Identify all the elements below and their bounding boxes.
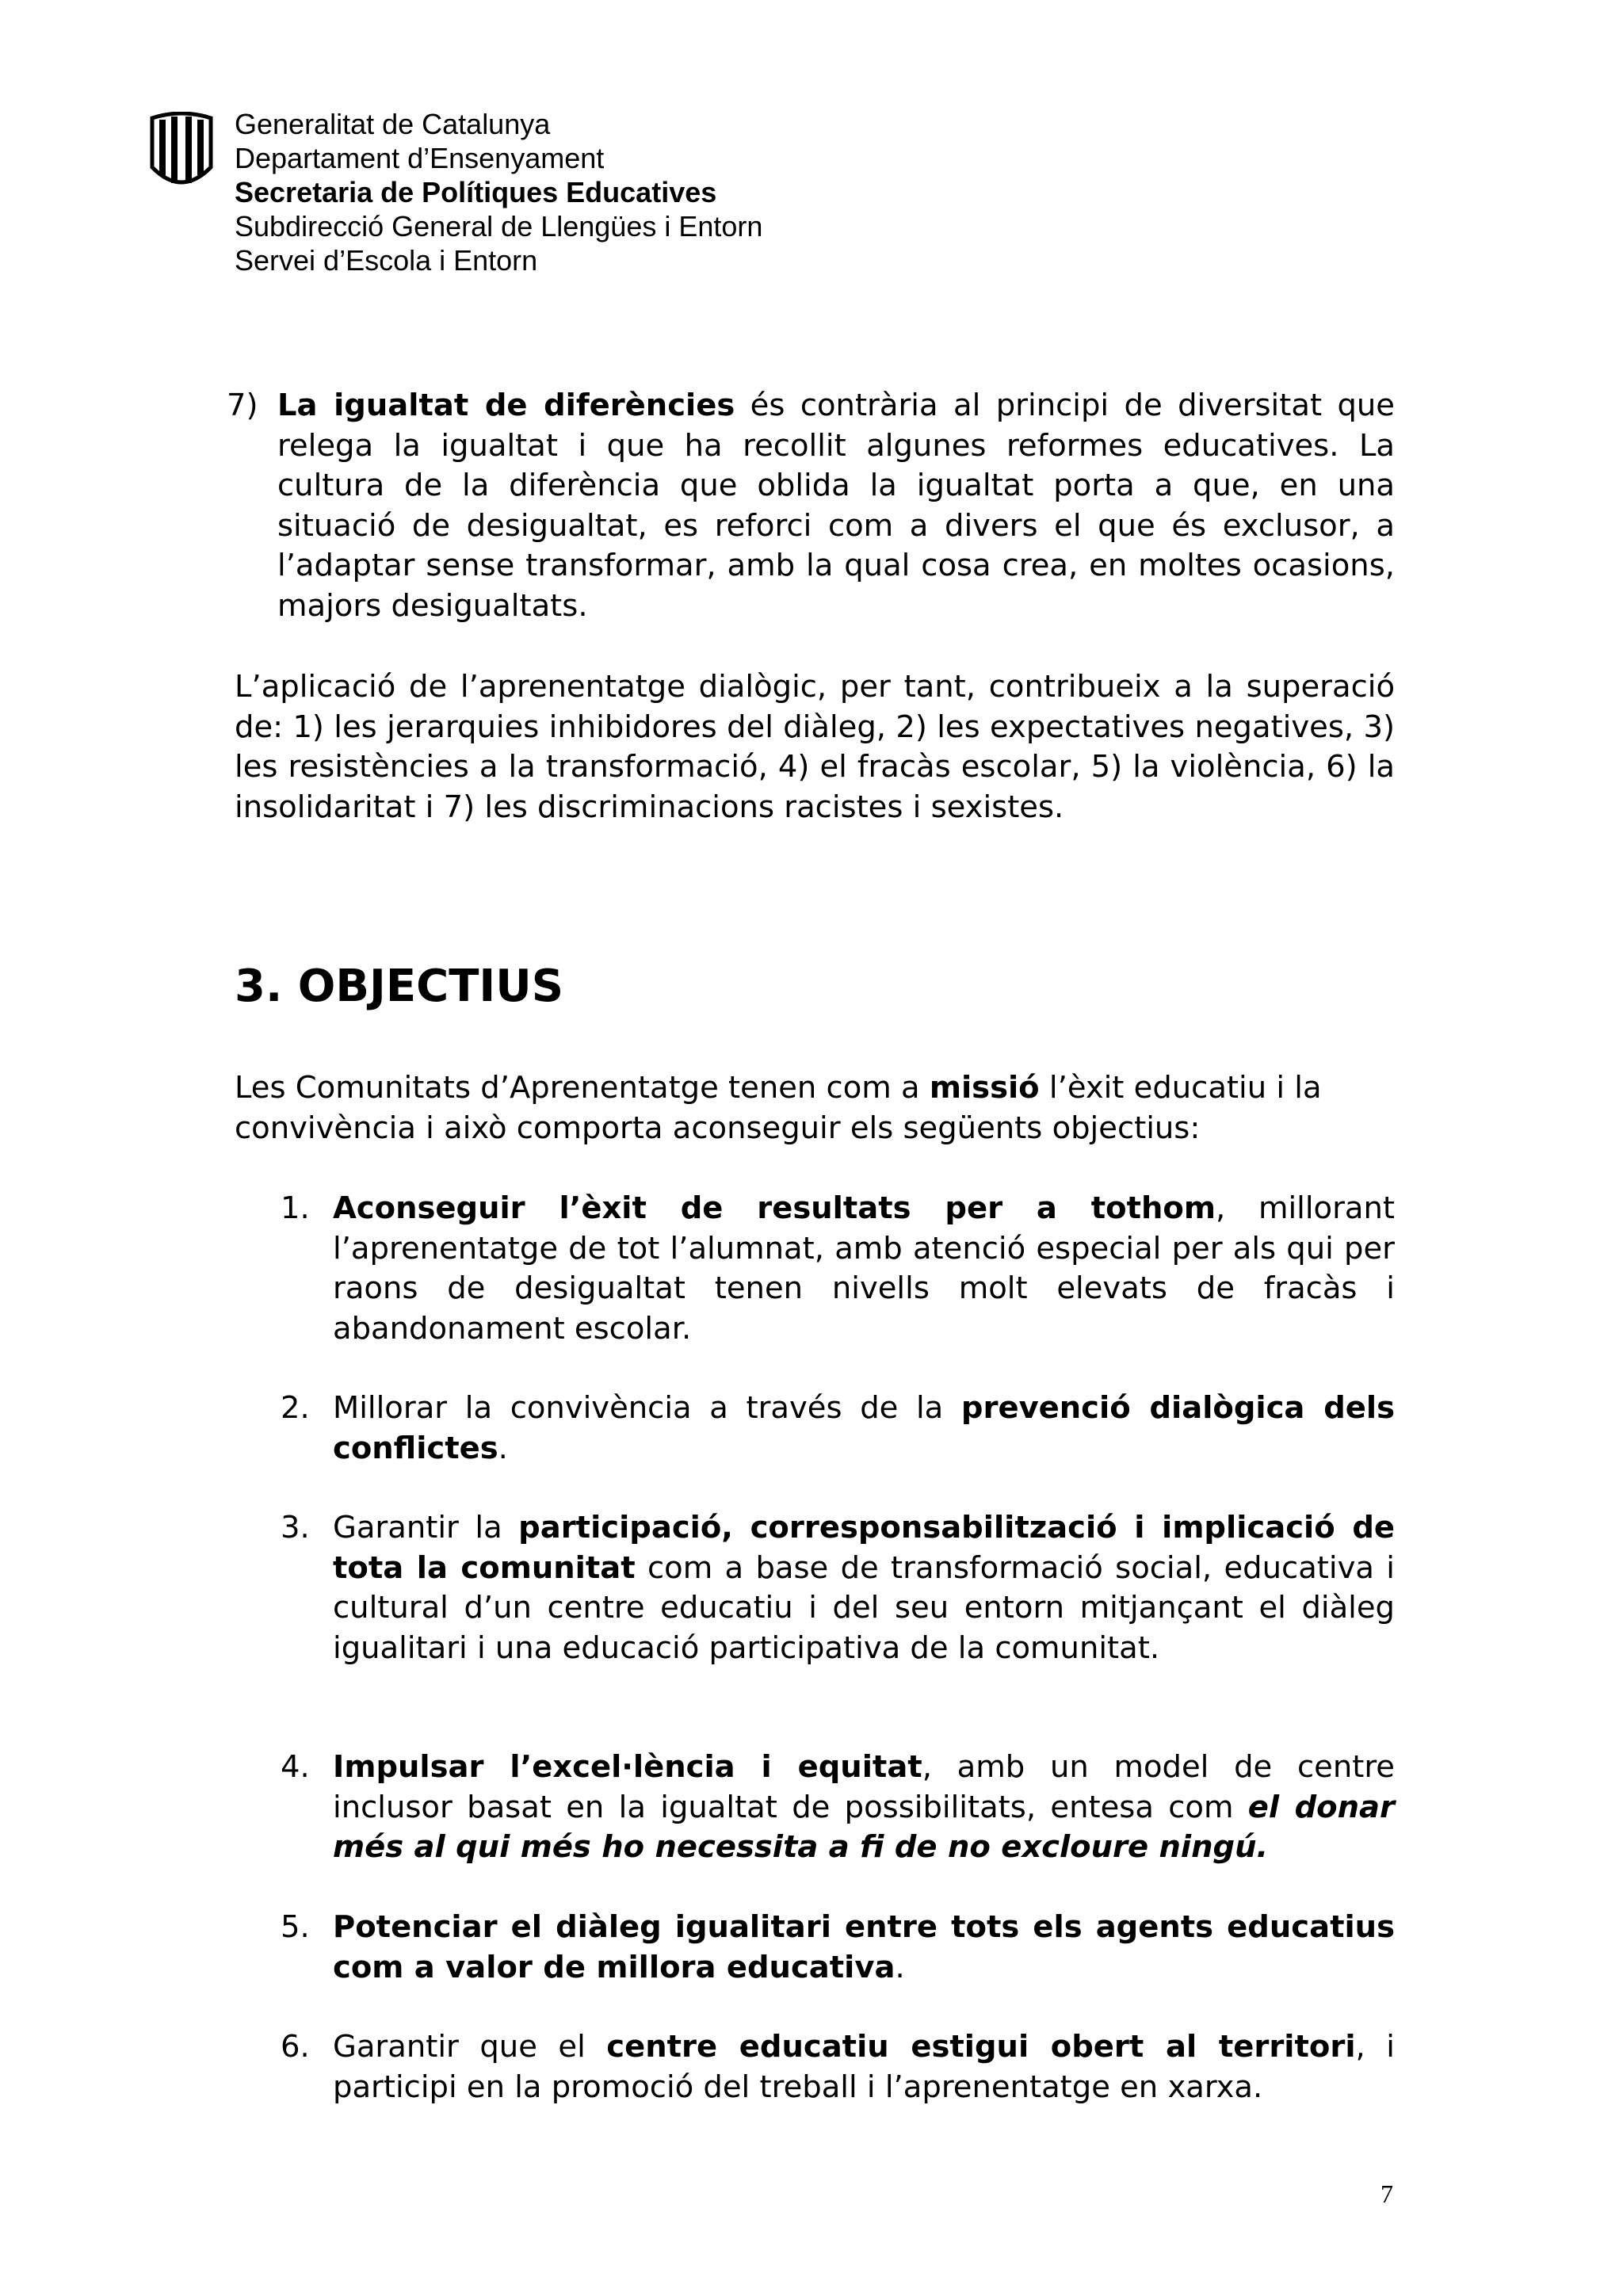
objective-number: 5. (281, 1909, 310, 1945)
intro-paragraph (235, 1068, 1423, 1148)
objective-number: 6. (281, 2029, 310, 2065)
list-item-7 (227, 386, 1395, 626)
objective-bold: Potenciar el diàleg igualitari entre tots els agents educatius com a valor de millora educativa (333, 1909, 1395, 1985)
objective-text: , millorant l’aprenentatge de tot l’alumnat, amb atenció especial per als qui per raons de desigualtat tenen nivells molt elevats de fracàs i abandonament escolar. (333, 1190, 1396, 1347)
objective-text: . (895, 1949, 905, 1985)
generalitat-logo-icon (149, 112, 214, 191)
objective-item-1 (281, 1189, 1396, 1349)
objective-text-end: , i participi en la promoció del treball i l’aprenentatge en xarxa. (333, 2029, 1395, 2105)
objective-bold-italic: el donar més al qui més ho necessita a fi de no excloure ningú. (333, 1789, 1395, 1865)
objective-number: 2. (281, 1390, 310, 1426)
objective-number: 4. (281, 1749, 310, 1785)
objective-bold: centre educatiu estigui obert al territori (606, 2029, 1356, 2065)
objective-text-end: . (498, 1430, 508, 1466)
objective-item-5 (281, 1908, 1395, 1988)
header-line-departament: Departament d’Ensenyament (235, 142, 605, 174)
objective-item-6 (281, 2027, 1395, 2107)
objective-item-2 (281, 1389, 1395, 1469)
list-number: 7) (227, 388, 258, 423)
header-line-secretaria: Secretaria de Polítiques Educatives (235, 176, 717, 208)
objective-item-3 (281, 1508, 1395, 1668)
objective-item-4 (281, 1748, 1395, 1868)
objective-text-end: com a base de transformació social, educativa i cultural d’un centre educatiu i del seu entorn mitjançant el diàleg igualitari i una educació participativa de la comunitat. (333, 1549, 1395, 1666)
list-item-bold-text: La igualtat de diferències (277, 388, 735, 423)
header-line-subdireccio: Subdirecció General de Llengües i Entorn (235, 210, 763, 243)
objective-text: Millorar la convivència a través de la (333, 1390, 961, 1426)
intro-bold: missió (929, 1070, 1040, 1106)
section-title: 3. OBJECTIUS (235, 961, 564, 1012)
header-line-generalitat: Generalitat de Catalunya (235, 108, 551, 140)
intro-text: Les Comunitats d’Aprenentatge tenen com a (235, 1070, 930, 1106)
objective-text: , amb un model de centre inclusor basat en la igualtat de possibilitats, entesa com (333, 1749, 1395, 1825)
objective-bold: prevenció dialògica dels conflictes (333, 1390, 1395, 1466)
list-item-text: és contrària al principi de diversitat que relega la igualtat i que ha recollit algunes reformes educatives. La cultura de la diferència que oblida la igualtat porta a que, en una situació de desigualtat, es reforci com a divers el que és exclusor, a l’adaptar sense transformar, amb la qual cosa crea, en moltes ocasions, majors desigualtats. (277, 388, 1395, 624)
objective-bold: Impulsar l’excel·lència i equitat (333, 1749, 922, 1785)
objective-number: 3. (281, 1510, 310, 1545)
objective-text: Garantir la (333, 1510, 519, 1545)
header-line-servei: Servei d’Escola i Entorn (235, 244, 538, 277)
intro-text-end: l’èxit educatiu i la convivència i això comporta aconseguir els següents objectius: (235, 1070, 1322, 1146)
paragraph-aprenentatge-dialogic: L’aplicació de l’aprenentatge dialògic, per tant, contribueix a la superació de: 1) les jerarquies inhibidores del diàleg, 2) les expectatives negatives, 3) les resistències a la transformació, 4) el fracàs escolar, 5) la violència, 6) la insolidaritat i 7) les discriminacions racistes i sexistes. (235, 669, 1395, 825)
objective-text: Garantir que el (333, 2029, 607, 2065)
page-number: 7 (1381, 2179, 1393, 2208)
objective-bold: Aconseguir l’èxit de resultats per a tothom (333, 1190, 1216, 1226)
objective-bold: participació, corresponsabilització i implicació de tota la comunitat (333, 1510, 1395, 1586)
objective-number: 1. (281, 1190, 310, 1226)
